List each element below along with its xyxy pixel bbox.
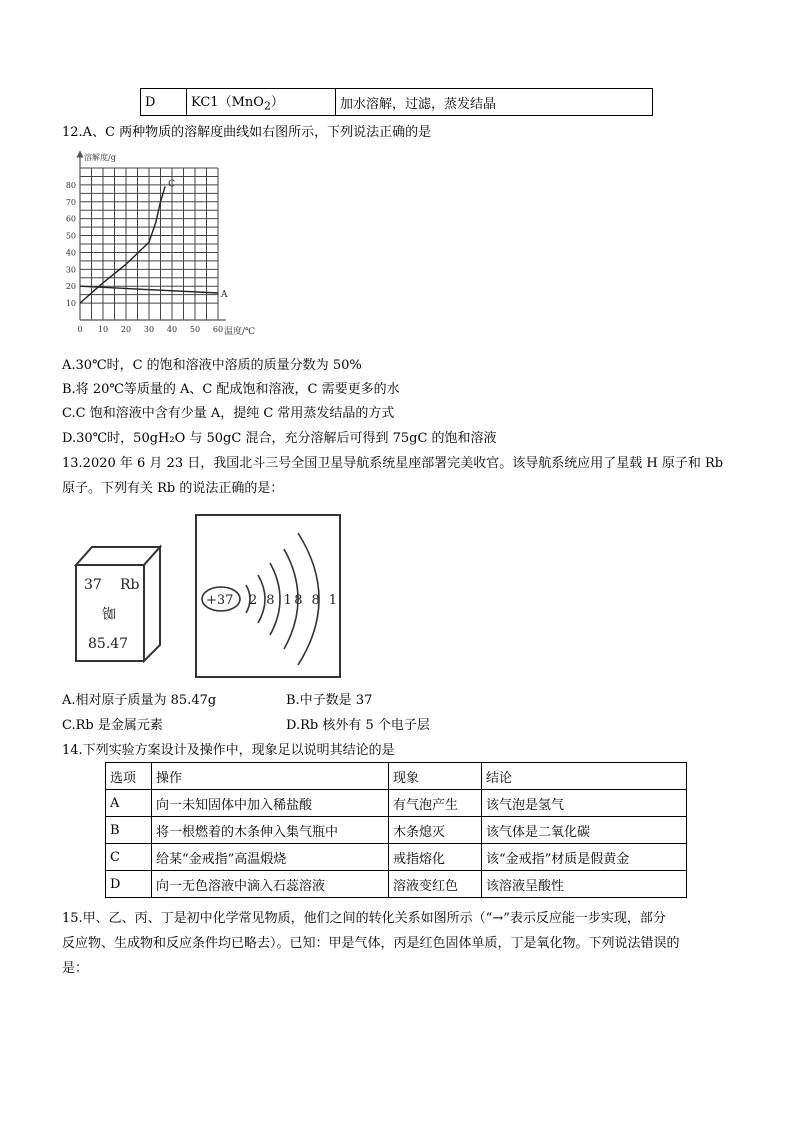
table-header-row	[106, 763, 687, 790]
chart-ticks	[66, 181, 223, 334]
element-mass: 85.47	[88, 636, 129, 652]
y-tick-label: 10	[65, 299, 76, 309]
series-label-C: C	[168, 179, 175, 190]
q13-option-c: C.Rb 是金属元素	[62, 718, 163, 733]
table-cell: 向一未知固体中加入稀盐酸	[152, 790, 389, 817]
element-name: 铷	[102, 607, 116, 623]
table-header-cell: 现象	[389, 763, 482, 790]
x-tick-label: 10	[97, 325, 109, 334]
table-cell: 有气泡产生	[389, 790, 482, 817]
x-tick-label: 30	[143, 325, 155, 334]
table-cell: 该气体是二氧化碳	[482, 817, 687, 844]
cell-text: KC1（MnO	[191, 95, 264, 111]
y-tick-label: 20	[65, 282, 76, 292]
element-number: 37	[84, 577, 102, 593]
table-row	[106, 790, 687, 817]
x-tick-label: 50	[189, 325, 201, 334]
q12-stem: 12.A、C 两种物质的溶解度曲线如右图所示，下列说法正确的是	[62, 125, 432, 140]
q13-option-b: B.中子数是 37	[286, 693, 373, 708]
subscript: 2	[263, 99, 271, 113]
q14-table	[105, 762, 687, 898]
q12-option-c: C.C 饱和溶液中含有少量 A，提纯 C 常用蒸发结晶的方式	[62, 406, 395, 421]
table-cell: D	[106, 871, 152, 898]
table-cell: B	[106, 817, 152, 844]
y-tick-label: 60	[65, 214, 76, 224]
x-tick-label: 40	[166, 325, 178, 334]
cell-text: ）	[270, 95, 284, 111]
series-line-C	[80, 187, 165, 304]
chart-grid	[80, 168, 218, 320]
shell-numbers: 2 8 18 8 1	[249, 593, 337, 608]
table-cell: 给某“金戒指”高温煅烧	[152, 844, 389, 871]
q12-option-b: B.将 20℃等质量的 A、C 配成饱和溶液，C 需要更多的水	[62, 382, 400, 397]
x-tick-label: 20	[120, 325, 132, 334]
table-cell	[187, 89, 336, 116]
table-cell: 加水溶解，过滤，蒸发结晶	[336, 89, 653, 116]
q13-option-d: D.Rb 核外有 5 个电子层	[286, 718, 430, 733]
q15-line2: 反应物、生成物和反应条件均已略去）。已知：甲是气体，丙是红色固体单质，丁是氧化物。下列说法错误的	[62, 936, 680, 951]
table-cell: 将一根燃着的木条伸入集气瓶中	[152, 817, 389, 844]
table-cell: 该“金戒指”材质是假黄金	[482, 844, 687, 871]
q12-option-d: D.30℃时，50gH₂O 与 50gC 混合，充分溶解后可得到 75gC 的饱和溶液	[62, 431, 497, 446]
y-tick-label: 50	[65, 231, 76, 241]
q14-stem: 14.下列实验方案设计及操作中，现象足以说明其结论的是	[62, 743, 395, 758]
table-header-cell: 结论	[482, 763, 687, 790]
top-table	[140, 88, 653, 116]
q15-line1: 15.甲、乙、丙、丁是初中化学常见物质，他们之间的转化关系如图所示（“→”表示反应能一步实现，部分	[62, 911, 666, 926]
table-cell: 该气泡是氢气	[482, 790, 687, 817]
atom-structure-figure	[194, 513, 344, 681]
table-row	[106, 817, 687, 844]
nucleus-label: +37	[206, 593, 234, 608]
table-row	[141, 89, 653, 116]
y-tick-label: 80	[65, 180, 76, 190]
table-cell: 该溶液呈酸性	[482, 871, 687, 898]
q13-stem-line1: 13.2020 年 6 月 23 日，我国北斗三号全国卫星导航系统星座部署完美收官。该导航系统应用了星载 H 原子和 Rb	[62, 456, 724, 471]
y-tick-label: 70	[65, 197, 76, 207]
table-cell: 溶液变红色	[389, 871, 482, 898]
table-cell: 木条熄灭	[389, 817, 482, 844]
table-row	[106, 871, 687, 898]
element-symbol: Rb	[120, 577, 140, 593]
y-tick-label: 30	[65, 265, 76, 275]
table-header-cell: 选项	[106, 763, 152, 790]
table-cell: A	[106, 790, 152, 817]
table-header-cell: 操作	[152, 763, 389, 790]
series-label-A: A	[221, 289, 228, 300]
x-tick-label: 0	[77, 325, 83, 334]
q13-stem-line2: 原子。下列有关 Rb 的说法正确的是：	[62, 481, 284, 496]
q12-option-a: A.30℃时，C 的饱和溶液中溶质的质量分数为 50%	[62, 358, 362, 373]
chart-ylabel: 溶解度/g	[84, 153, 116, 162]
chart-xlabel: 温度/℃	[224, 327, 256, 337]
table-cell: D	[141, 89, 187, 116]
solubility-chart	[64, 150, 256, 340]
x-tick-label: 60	[212, 325, 224, 334]
q15-line3: 是：	[62, 961, 89, 976]
table-row	[106, 844, 687, 871]
element-cube-figure	[62, 535, 172, 665]
table-cell: 戒指熔化	[389, 844, 482, 871]
chart-series	[80, 180, 228, 304]
table-cell: C	[106, 844, 152, 871]
y-tick-label: 40	[65, 248, 76, 258]
q13-option-a: A.相对原子质量为 85.47g	[62, 693, 217, 708]
table-cell: 向一无色溶液中滴入石蕊溶液	[152, 871, 389, 898]
